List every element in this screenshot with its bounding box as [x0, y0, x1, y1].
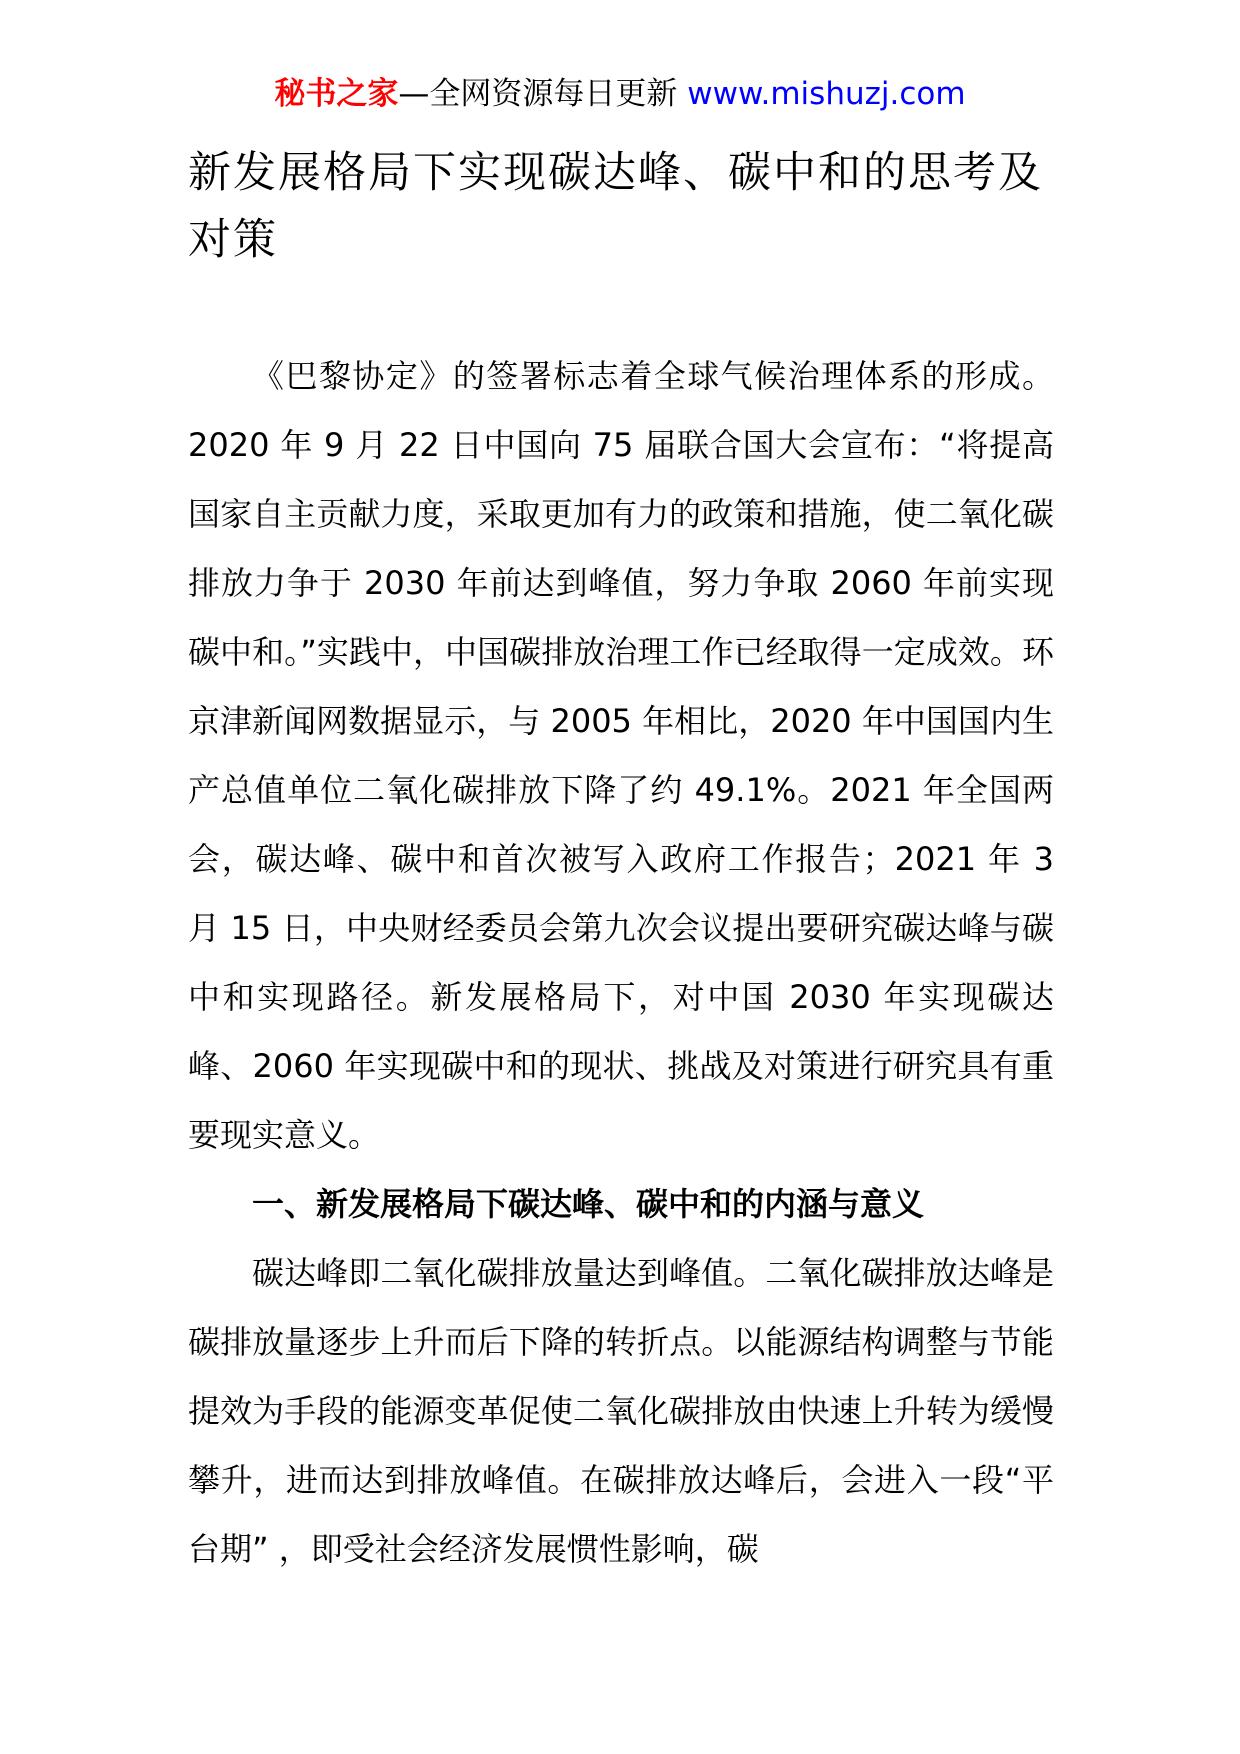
site-brand: 秘书之家: [274, 76, 399, 112]
site-url-link[interactable]: www.mishuzj.com: [687, 76, 966, 112]
section-paragraph: 碳达峰即二氧化碳排放量达到峰值。二氧化碳排放达峰是碳排放量逐步上升而后下降的转折点。以能源结构调整与节能提效为手段的能源变革促使二氧化碳排放由快速上升转为缓慢攀升，进而达到排放峰值。在碳排放达峰后，会进入一段“平台期” ，即受社会经济发展惯性影响，碳: [188, 1254, 1054, 1568]
site-header: [0, 72, 1240, 116]
document-body: [188, 342, 1054, 1584]
section-heading: 一、新发展格局下碳达峰、碳中和的内涵与意义: [252, 1185, 925, 1223]
intro-paragraph: 《巴黎协定》的签署标志着全球气候治理体系的形成。2020 年 9 月 22 日中国向 75 届联合国大会宣布：“将提高国家自主贡献力度，采取更加有力的政策和措施，使二氧化碳排放力争于 2030 年前达到峰值，努力争取 2060 年前实现碳中和。”实践中，中国碳排放治理工作已经取得一定成效。环京津新闻网数据显示，与 2005 年相比，2020 年中国国内生产总值单位二氧化碳排放下降了约 49.1%。2021 年全国两会，碳达峰、碳中和首次被写入政府工作报告；2021 年 3 月 15 日，中央财经委员会第九次会议提出要研究碳达峰与碳中和实现路径。新发展格局下，对中国 2030 年实现碳达峰、2060 年实现碳中和的现状、挑战及对策进行研究具有重要现实意义。: [188, 357, 1054, 1154]
site-tagline: —全网资源每日更新: [398, 76, 688, 112]
document-title: 新发展格局下实现碳达峰、碳中和的思考及对策: [188, 148, 1043, 265]
